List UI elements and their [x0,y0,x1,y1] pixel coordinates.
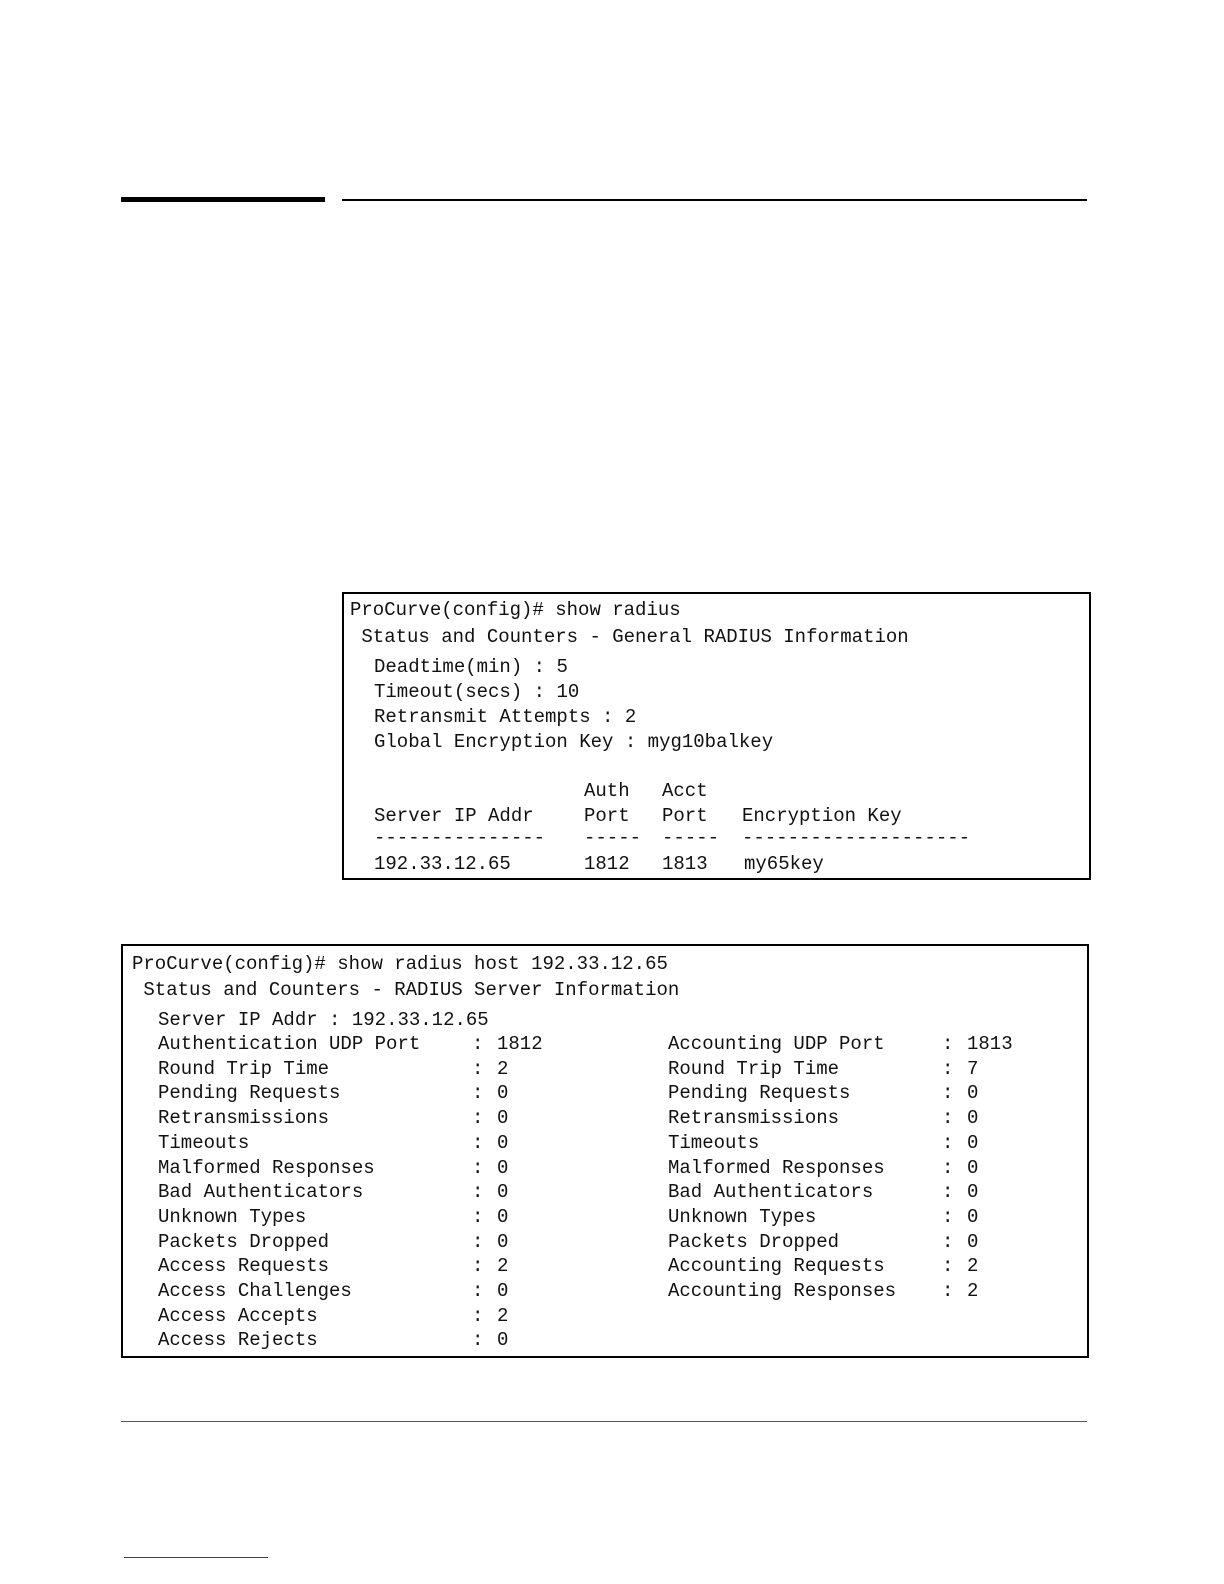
acct-value: 7 [967,1057,979,1080]
acct-colon: : [942,1230,954,1253]
auth-label: Access Rejects [158,1329,318,1352]
auth-colon: : [472,1107,484,1130]
auth-colon: : [472,1082,484,1105]
acct-colon: : [942,1107,954,1130]
acct-label: Accounting UDP Port [668,1033,885,1055]
acct-colon: : [942,1255,954,1278]
acct-value: 1813 [967,1033,1013,1055]
acct-label: Retransmissions [668,1107,840,1130]
acct-label: Round Trip Time [668,1057,840,1080]
acct-value: 0 [967,1107,979,1130]
auth-value: 0 [497,1082,509,1105]
acct-value: 0 [967,1156,979,1179]
auth-value: 0 [497,1131,509,1154]
acct-colon: : [942,1205,954,1228]
acct-label: Malformed Responses [668,1156,885,1179]
auth-colon: : [472,1131,484,1154]
setting-timeout: Timeout(secs) : 10 [374,681,580,703]
server-ip-line: Server IP Addr : 192.33.12.65 [158,1009,489,1031]
auth-colon: : [472,1304,484,1327]
row-acct-port: 1813 [662,853,708,875]
output-title: Status and Counters - General RADIUS Information [350,626,909,648]
dash-acct: ----- [662,827,720,849]
acct-label: Bad Authenticators [668,1181,874,1204]
footer-rule [121,1421,1087,1422]
auth-label: Access Challenges [158,1280,352,1302]
auth-label: Unknown Types [158,1205,307,1228]
auth-label: Bad Authenticators [158,1181,364,1204]
dash-auth: ----- [584,827,642,849]
auth-value: 0 [497,1181,509,1204]
acct-colon: : [942,1033,954,1055]
auth-label: Retransmissions [158,1107,330,1130]
command-line: ProCurve(config)# show radius [350,599,681,621]
auth-colon: : [472,1255,484,1278]
auth-value: 2 [497,1057,509,1080]
acct-value: 0 [967,1205,979,1228]
acct-label: Accounting Requests [668,1255,885,1278]
acct-value: 0 [967,1230,979,1253]
acct-value: 2 [967,1280,979,1302]
acct-label: Accounting Responses [668,1280,897,1302]
auth-colon: : [472,1329,484,1352]
auth-label: Pending Requests [158,1082,341,1105]
header-auth-top: Auth [584,780,630,802]
acct-label: Pending Requests [668,1082,851,1105]
acct-label: Unknown Types [668,1205,817,1228]
header-auth-port: Port [584,805,630,827]
auth-value: 1812 [497,1033,543,1055]
command-line: ProCurve(config)# show radius host 192.33.12.65 [132,953,668,975]
acct-label: Timeouts [668,1131,760,1154]
acct-colon: : [942,1057,954,1080]
show-radius-output [342,592,1091,880]
auth-value: 0 [497,1107,509,1130]
setting-deadtime: Deadtime(min) : 5 [374,656,568,678]
auth-label: Access Accepts [158,1304,318,1327]
auth-colon: : [472,1156,484,1179]
output-title: Status and Counters - RADIUS Server Information [132,979,680,1001]
acct-colon: : [942,1156,954,1179]
auth-label: Access Requests [158,1255,330,1278]
auth-label: Authentication UDP Port [158,1033,421,1055]
acct-label: Packets Dropped [668,1230,840,1253]
auth-label: Timeouts [158,1131,250,1154]
acct-colon: : [942,1082,954,1105]
acct-colon: : [942,1131,954,1154]
auth-colon: : [472,1033,484,1055]
header-acct-port: Port [662,805,708,827]
auth-value: 0 [497,1329,509,1352]
header-rule-thin [342,199,1087,201]
auth-colon: : [472,1057,484,1080]
acct-value: 0 [967,1131,979,1154]
dash-key: -------------------- [742,827,971,849]
auth-colon: : [472,1230,484,1253]
footer-link-underline [124,1557,268,1558]
auth-value: 0 [497,1156,509,1179]
dash-ip: --------------- [374,827,546,849]
row-encryption-key: my65key [744,853,824,875]
acct-value: 0 [967,1181,979,1204]
auth-value: 2 [497,1304,509,1327]
auth-colon: : [472,1280,484,1302]
auth-label: Round Trip Time [158,1057,330,1080]
auth-value: 2 [497,1255,509,1278]
show-radius-host-output [121,944,1089,1358]
setting-global-key: Global Encryption Key : myg10balkey [374,731,774,753]
auth-value: 0 [497,1280,509,1302]
row-auth-port: 1812 [584,853,630,875]
auth-colon: : [472,1205,484,1228]
header-encryption-key: Encryption Key [742,805,902,827]
acct-colon: : [942,1181,954,1204]
auth-label: Malformed Responses [158,1156,375,1179]
header-rule-thick [121,197,325,202]
acct-colon: : [942,1280,954,1302]
setting-retransmit: Retransmit Attempts : 2 [374,706,637,728]
row-server-ip: 192.33.12.65 [374,853,511,875]
header-server-ip: Server IP Addr [374,805,534,827]
header-acct-top: Acct [662,780,708,802]
auth-colon: : [472,1181,484,1204]
acct-value: 2 [967,1255,979,1278]
auth-label: Packets Dropped [158,1230,330,1253]
acct-value: 0 [967,1082,979,1105]
auth-value: 0 [497,1205,509,1228]
auth-value: 0 [497,1230,509,1253]
